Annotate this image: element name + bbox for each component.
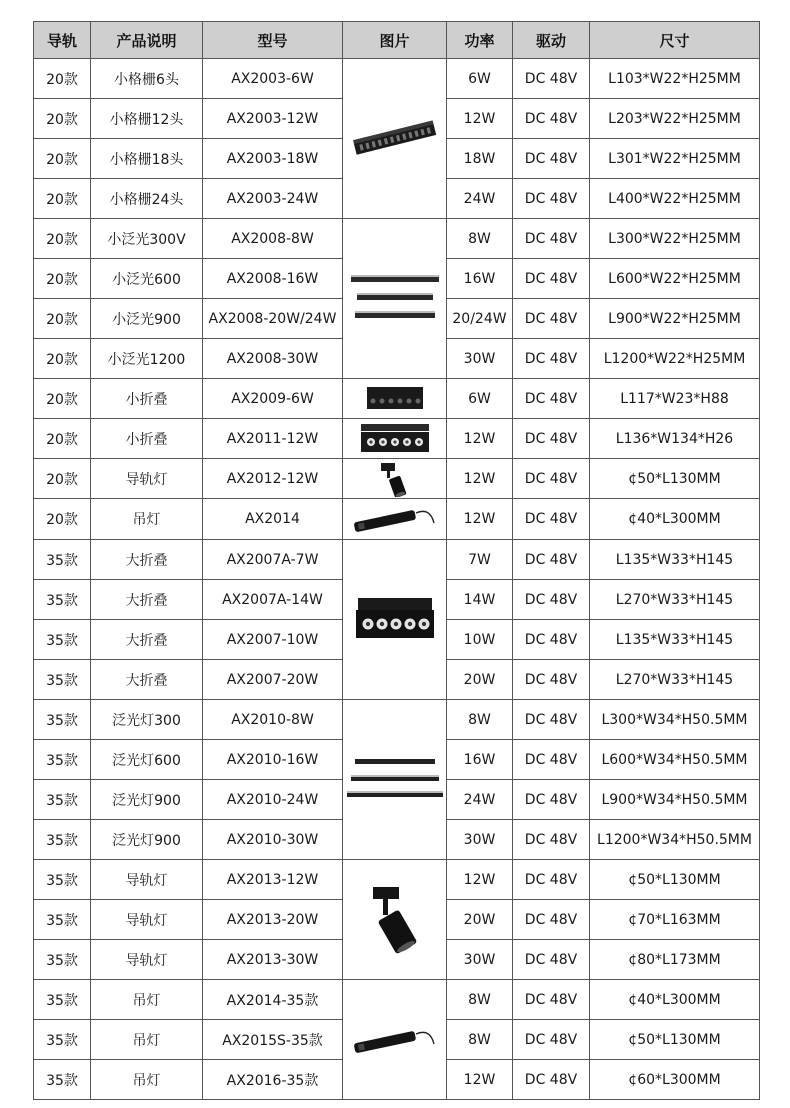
power-cell: 6W xyxy=(447,379,513,419)
rail-cell: 20款 xyxy=(34,179,91,219)
drive-cell: DC 48V xyxy=(513,339,590,379)
product-image-cell xyxy=(343,419,447,459)
rail-cell: 35款 xyxy=(34,620,91,660)
rail-cell: 35款 xyxy=(34,1060,91,1100)
size-cell: L900*W22*H25MM xyxy=(590,299,760,339)
size-cell: L135*W33*H145 xyxy=(590,620,760,660)
small-floodlight-bars-icon xyxy=(343,269,446,329)
power-cell: 10W xyxy=(447,620,513,660)
power-cell: 12W xyxy=(447,499,513,540)
rail-cell: 35款 xyxy=(34,780,91,820)
power-cell: 30W xyxy=(447,339,513,379)
size-cell: L203*W22*H25MM xyxy=(590,99,760,139)
description-cell: 小格栅6头 xyxy=(91,59,203,99)
pendant-light-icon xyxy=(343,499,446,539)
power-cell: 14W xyxy=(447,580,513,620)
description-cell: 泛光灯600 xyxy=(91,740,203,780)
model-cell: AX2016-35款 xyxy=(203,1060,343,1100)
rail-cell: 20款 xyxy=(34,139,91,179)
model-cell: AX2008-16W xyxy=(203,259,343,299)
description-cell: 导轨灯 xyxy=(91,940,203,980)
description-cell: 吊灯 xyxy=(91,1020,203,1060)
size-cell: ¢60*L300MM xyxy=(590,1060,760,1100)
size-cell: ¢50*L130MM xyxy=(590,459,760,499)
product-image-cell xyxy=(343,459,447,499)
table-row xyxy=(34,860,760,900)
description-cell: 吊灯 xyxy=(91,1060,203,1100)
drive-cell: DC 48V xyxy=(513,219,590,259)
model-cell: AX2007-10W xyxy=(203,620,343,660)
table-row xyxy=(34,980,760,1020)
size-cell: L103*W22*H25MM xyxy=(590,59,760,99)
rail-cell: 35款 xyxy=(34,540,91,580)
size-cell: L300*W22*H25MM xyxy=(590,219,760,259)
size-cell: L136*W134*H26 xyxy=(590,419,760,459)
header-drive: 驱动 xyxy=(513,22,590,59)
table-row xyxy=(34,700,760,740)
size-cell: ¢50*L130MM xyxy=(590,860,760,900)
size-cell: ¢70*L163MM xyxy=(590,900,760,940)
model-cell: AX2007A-14W xyxy=(203,580,343,620)
drive-cell: DC 48V xyxy=(513,780,590,820)
product-image-cell xyxy=(343,219,447,379)
large-folding-light-icon xyxy=(343,596,446,644)
rail-cell: 20款 xyxy=(34,59,91,99)
table-row xyxy=(34,219,760,259)
drive-cell: DC 48V xyxy=(513,540,590,580)
description-cell: 泛光灯900 xyxy=(91,820,203,860)
power-cell: 20/24W xyxy=(447,299,513,339)
size-cell: L1200*W22*H25MM xyxy=(590,339,760,379)
model-cell: AX2007-20W xyxy=(203,660,343,700)
power-cell: 8W xyxy=(447,1020,513,1060)
header-rail: 导轨 xyxy=(34,22,91,59)
size-cell: L135*W33*H145 xyxy=(590,540,760,580)
description-cell: 小格栅24头 xyxy=(91,179,203,219)
drive-cell: DC 48V xyxy=(513,860,590,900)
pendant-light-icon xyxy=(343,1020,446,1060)
drive-cell: DC 48V xyxy=(513,459,590,499)
drive-cell: DC 48V xyxy=(513,940,590,980)
power-cell: 8W xyxy=(447,980,513,1020)
product-image-cell xyxy=(343,980,447,1100)
rail-cell: 35款 xyxy=(34,1020,91,1060)
header-size: 尺寸 xyxy=(590,22,760,59)
model-cell: AX2009-6W xyxy=(203,379,343,419)
product-image-cell xyxy=(343,860,447,980)
description-cell: 小格栅12头 xyxy=(91,99,203,139)
description-cell: 大折叠 xyxy=(91,540,203,580)
drive-cell: DC 48V xyxy=(513,259,590,299)
rail-cell: 20款 xyxy=(34,299,91,339)
rail-cell: 20款 xyxy=(34,379,91,419)
drive-cell: DC 48V xyxy=(513,139,590,179)
table-row xyxy=(34,540,760,580)
rail-cell: 35款 xyxy=(34,980,91,1020)
size-cell: ¢40*L300MM xyxy=(590,499,760,540)
description-cell: 导轨灯 xyxy=(91,459,203,499)
model-cell: AX2010-16W xyxy=(203,740,343,780)
model-cell: AX2010-24W xyxy=(203,780,343,820)
power-cell: 20W xyxy=(447,660,513,700)
drive-cell: DC 48V xyxy=(513,740,590,780)
drive-cell: DC 48V xyxy=(513,179,590,219)
product-image-cell xyxy=(343,379,447,419)
drive-cell: DC 48V xyxy=(513,419,590,459)
model-cell: AX2003-6W xyxy=(203,59,343,99)
large-track-spotlight-icon xyxy=(343,885,446,955)
drive-cell: DC 48V xyxy=(513,980,590,1020)
model-cell: AX2008-20W/24W xyxy=(203,299,343,339)
grille-linear-light-icon xyxy=(343,119,446,159)
power-cell: 20W xyxy=(447,900,513,940)
table-row xyxy=(34,499,760,540)
description-cell: 小泛光1200 xyxy=(91,339,203,379)
description-cell: 大折叠 xyxy=(91,660,203,700)
drive-cell: DC 48V xyxy=(513,379,590,419)
model-cell: AX2008-30W xyxy=(203,339,343,379)
rail-cell: 20款 xyxy=(34,419,91,459)
power-cell: 12W xyxy=(447,1060,513,1100)
header-row xyxy=(34,22,760,59)
product-spec-table xyxy=(33,21,760,1100)
description-cell: 小泛光600 xyxy=(91,259,203,299)
description-cell: 泛光灯900 xyxy=(91,780,203,820)
power-cell: 30W xyxy=(447,820,513,860)
description-cell: 小格栅18头 xyxy=(91,139,203,179)
model-cell: AX2003-12W xyxy=(203,99,343,139)
description-cell: 小泛光900 xyxy=(91,299,203,339)
drive-cell: DC 48V xyxy=(513,660,590,700)
size-cell: L117*W23*H88 xyxy=(590,379,760,419)
power-cell: 12W xyxy=(447,419,513,459)
table-row xyxy=(34,379,760,419)
description-cell: 小折叠 xyxy=(91,379,203,419)
size-cell: ¢50*L130MM xyxy=(590,1020,760,1060)
rail-cell: 20款 xyxy=(34,459,91,499)
power-cell: 12W xyxy=(447,99,513,139)
header-description: 产品说明 xyxy=(91,22,203,59)
size-cell: L270*W33*H145 xyxy=(590,580,760,620)
model-cell: AX2012-12W xyxy=(203,459,343,499)
product-image-cell xyxy=(343,540,447,700)
description-cell: 大折叠 xyxy=(91,580,203,620)
rail-cell: 20款 xyxy=(34,219,91,259)
rail-cell: 20款 xyxy=(34,499,91,540)
drive-cell: DC 48V xyxy=(513,1020,590,1060)
power-cell: 8W xyxy=(447,700,513,740)
floodlight-bars-icon xyxy=(343,755,446,805)
power-cell: 12W xyxy=(447,860,513,900)
power-cell: 6W xyxy=(447,59,513,99)
model-cell: AX2013-20W xyxy=(203,900,343,940)
rail-cell: 35款 xyxy=(34,740,91,780)
rail-cell: 35款 xyxy=(34,860,91,900)
rail-cell: 20款 xyxy=(34,259,91,299)
description-cell: 小折叠 xyxy=(91,419,203,459)
table-row xyxy=(34,459,760,499)
drive-cell: DC 48V xyxy=(513,620,590,660)
power-cell: 12W xyxy=(447,459,513,499)
header-image: 图片 xyxy=(343,22,447,59)
size-cell: L270*W33*H145 xyxy=(590,660,760,700)
drive-cell: DC 48V xyxy=(513,820,590,860)
power-cell: 16W xyxy=(447,259,513,299)
table-row xyxy=(34,59,760,99)
description-cell: 小泛光300V xyxy=(91,219,203,259)
model-cell: AX2013-30W xyxy=(203,940,343,980)
model-cell: AX2003-18W xyxy=(203,139,343,179)
size-cell: ¢40*L300MM xyxy=(590,980,760,1020)
model-cell: AX2014-35款 xyxy=(203,980,343,1020)
description-cell: 吊灯 xyxy=(91,499,203,540)
drive-cell: DC 48V xyxy=(513,1060,590,1100)
drive-cell: DC 48V xyxy=(513,499,590,540)
model-cell: AX2008-8W xyxy=(203,219,343,259)
size-cell: L600*W34*H50.5MM xyxy=(590,740,760,780)
drive-cell: DC 48V xyxy=(513,700,590,740)
small-folding-light-icon xyxy=(343,383,446,415)
power-cell: 8W xyxy=(447,219,513,259)
description-cell: 导轨灯 xyxy=(91,900,203,940)
track-spotlight-icon xyxy=(343,461,446,497)
power-cell: 16W xyxy=(447,740,513,780)
rail-cell: 20款 xyxy=(34,99,91,139)
description-cell: 大折叠 xyxy=(91,620,203,660)
description-cell: 吊灯 xyxy=(91,980,203,1020)
description-cell: 泛光灯300 xyxy=(91,700,203,740)
rail-cell: 20款 xyxy=(34,339,91,379)
rail-cell: 35款 xyxy=(34,700,91,740)
rail-cell: 35款 xyxy=(34,900,91,940)
model-cell: AX2010-8W xyxy=(203,700,343,740)
size-cell: L1200*W34*H50.5MM xyxy=(590,820,760,860)
size-cell: L301*W22*H25MM xyxy=(590,139,760,179)
size-cell: L300*W34*H50.5MM xyxy=(590,700,760,740)
product-image-cell xyxy=(343,700,447,860)
model-cell: AX2007A-7W xyxy=(203,540,343,580)
model-cell: AX2015S-35款 xyxy=(203,1020,343,1060)
size-cell: ¢80*L173MM xyxy=(590,940,760,980)
drive-cell: DC 48V xyxy=(513,59,590,99)
power-cell: 24W xyxy=(447,780,513,820)
product-image-cell xyxy=(343,59,447,219)
power-cell: 30W xyxy=(447,940,513,980)
model-cell: AX2010-30W xyxy=(203,820,343,860)
drive-cell: DC 48V xyxy=(513,99,590,139)
size-cell: L600*W22*H25MM xyxy=(590,259,760,299)
header-model: 型号 xyxy=(203,22,343,59)
drive-cell: DC 48V xyxy=(513,580,590,620)
model-cell: AX2003-24W xyxy=(203,179,343,219)
drive-cell: DC 48V xyxy=(513,900,590,940)
size-cell: L400*W22*H25MM xyxy=(590,179,760,219)
model-cell: AX2014 xyxy=(203,499,343,540)
table-row xyxy=(34,419,760,459)
product-image-cell xyxy=(343,499,447,540)
power-cell: 24W xyxy=(447,179,513,219)
rail-cell: 35款 xyxy=(34,820,91,860)
model-cell: AX2011-12W xyxy=(203,419,343,459)
drive-cell: DC 48V xyxy=(513,299,590,339)
power-cell: 18W xyxy=(447,139,513,179)
description-cell: 导轨灯 xyxy=(91,860,203,900)
small-folding-grille-icon xyxy=(343,422,446,456)
power-cell: 7W xyxy=(447,540,513,580)
size-cell: L900*W34*H50.5MM xyxy=(590,780,760,820)
rail-cell: 35款 xyxy=(34,940,91,980)
rail-cell: 35款 xyxy=(34,660,91,700)
rail-cell: 35款 xyxy=(34,580,91,620)
model-cell: AX2013-12W xyxy=(203,860,343,900)
header-power: 功率 xyxy=(447,22,513,59)
